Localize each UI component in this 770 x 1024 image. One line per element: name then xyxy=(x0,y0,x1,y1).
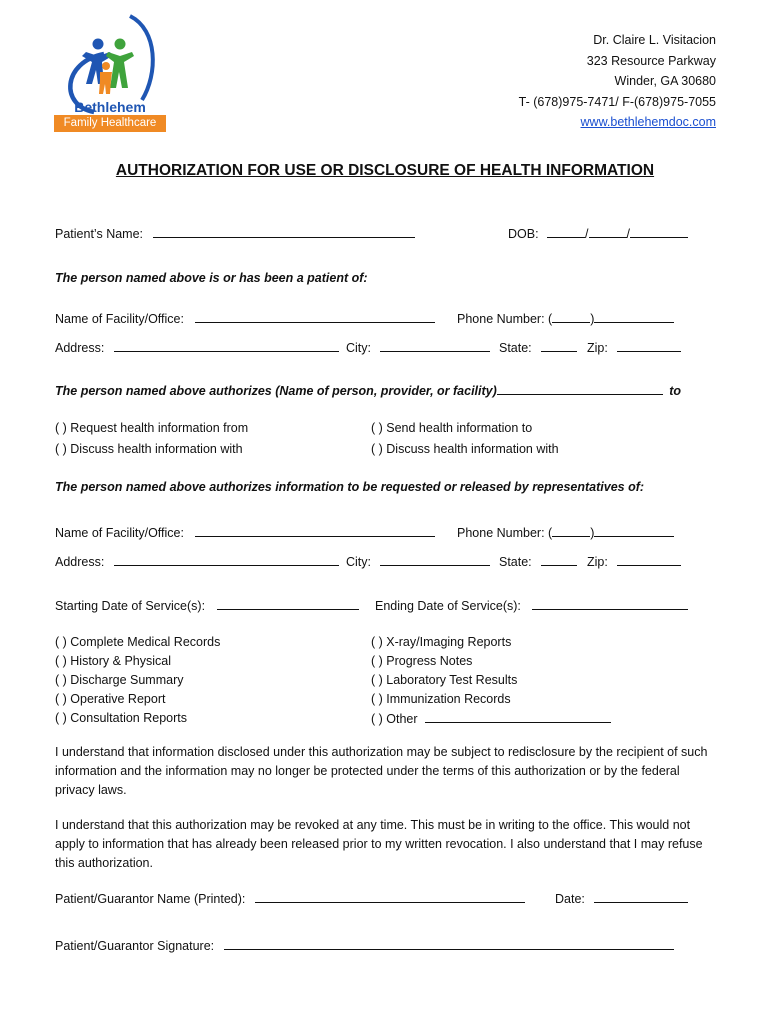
zip-label: Zip: xyxy=(587,341,608,355)
logo-name: Bethlehem xyxy=(74,99,146,115)
state-row-2 xyxy=(499,552,577,569)
zip-row-1 xyxy=(587,338,681,355)
record-consultation-reports[interactable]: ( ) Consultation Reports xyxy=(55,711,188,725)
record-xray-imaging[interactable]: ( ) X-ray/Imaging Reports xyxy=(371,635,512,649)
city-row-2 xyxy=(346,552,490,569)
facility-row-2 xyxy=(55,523,435,540)
signature-label: Patient/Guarantor Signature: xyxy=(55,939,215,953)
record-discharge-summary[interactable]: ( ) Discharge Summary xyxy=(55,673,184,687)
contact-block xyxy=(519,30,716,133)
start-date-row xyxy=(55,596,359,613)
sign-date-label: Date: xyxy=(555,892,585,906)
website-link[interactable]: www.bethlehemdoc.com xyxy=(580,115,716,129)
patient-name-field[interactable] xyxy=(153,224,415,238)
signature-field[interactable] xyxy=(224,936,674,950)
phone-label: Phone Number: xyxy=(457,312,545,326)
option-discuss-with-right[interactable]: ( ) Discuss health information with xyxy=(371,442,559,456)
sign-date-field[interactable] xyxy=(594,889,688,903)
zip-field-2[interactable] xyxy=(617,552,681,566)
redisclosure-paragraph: I understand that information disclosed under this authorization may be subject to redisclosure by the recipient of such information and the information may no longer be protected under the terms of this authorization or by the federal privacy laws. xyxy=(55,745,708,797)
authorize-options-right xyxy=(371,419,559,459)
patient-name-row xyxy=(55,224,415,241)
address-field-2[interactable] xyxy=(114,552,339,566)
record-lab-results[interactable]: ( ) Laboratory Test Results xyxy=(371,673,518,687)
address-row-1 xyxy=(55,338,339,355)
record-operative-report[interactable]: ( ) Operative Report xyxy=(55,692,166,706)
dob-month-field[interactable] xyxy=(547,224,585,238)
facility-row-1 xyxy=(55,309,435,326)
state-row-1 xyxy=(499,338,577,355)
city-field-2[interactable] xyxy=(380,552,490,566)
zip-label-2: Zip: xyxy=(587,555,608,569)
end-date-label: Ending Date of Service(s): xyxy=(375,599,521,613)
option-send-to[interactable]: ( ) Send health information to xyxy=(371,421,533,435)
record-history-physical[interactable]: ( ) History & Physical xyxy=(55,654,171,668)
form-title: AUTHORIZATION FOR USE OR DISCLOSURE OF HEALTH INFORMATION xyxy=(115,162,655,179)
record-other-field[interactable] xyxy=(425,709,611,723)
address-label: Address: xyxy=(55,341,105,355)
logo-tagline: Family Healthcare xyxy=(54,115,166,132)
record-progress-notes[interactable]: ( ) Progress Notes xyxy=(371,654,473,668)
address-label-2: Address: xyxy=(55,555,105,569)
revocation-paragraph: I understand that this authorization may be revoked at any time. This must be in writing to the office. This would not apply to information that has already been released prior to my written revocation. I also understand that I may refuse this authorization. xyxy=(55,818,703,870)
records-right xyxy=(371,633,611,729)
signature-row xyxy=(55,936,674,953)
option-discuss-with-left[interactable]: ( ) Discuss health information with xyxy=(55,442,243,456)
phone-row-2: Phone Number: ( ) xyxy=(457,523,674,540)
facility-label-2: Name of Facility/Office: xyxy=(55,526,184,540)
authorizes-row xyxy=(55,381,681,398)
option-request-from[interactable]: ( ) Request health information from xyxy=(55,421,249,435)
printed-name-field[interactable] xyxy=(255,889,525,903)
record-other-row xyxy=(371,709,611,729)
phone-fax: T- (678)975-7471/ F-(678)975-7055 xyxy=(518,94,716,109)
phone-area-field-2[interactable] xyxy=(552,523,590,537)
state-label-2: State: xyxy=(499,555,532,569)
city-field[interactable] xyxy=(380,338,490,352)
city-label-2: City: xyxy=(346,555,371,569)
printed-name-row xyxy=(55,889,525,906)
state-label: State: xyxy=(499,341,532,355)
printed-name-label: Patient/Guarantor Name (Printed): xyxy=(55,892,246,906)
phone-label-2: Phone Number: xyxy=(457,526,545,540)
dob-row: DOB: / / xyxy=(508,224,688,241)
zip-field[interactable] xyxy=(617,338,681,352)
dob-label: DOB: xyxy=(508,227,539,241)
record-immunization[interactable]: ( ) Immunization Records xyxy=(371,692,511,706)
address-row-2 xyxy=(55,552,339,569)
phone-area-field[interactable] xyxy=(552,309,590,323)
end-date-field[interactable] xyxy=(532,596,688,610)
sign-date-row xyxy=(555,889,688,906)
authorizes-heading: The person named above authorizes (Name of person, provider, or facility) xyxy=(55,384,497,398)
city-label: City: xyxy=(346,341,371,355)
dob-day-field[interactable] xyxy=(589,224,627,238)
doctor-name: Dr. Claire L. Visitacion xyxy=(593,33,716,47)
street-address: 323 Resource Parkway xyxy=(586,53,716,68)
state-field[interactable] xyxy=(541,338,577,352)
authorizes-to: to xyxy=(669,384,682,398)
authorize-options-left xyxy=(55,419,248,459)
city-row-1 xyxy=(346,338,490,355)
phone-number-field[interactable] xyxy=(594,309,674,323)
records-left xyxy=(55,633,220,728)
state-field-2[interactable] xyxy=(541,552,577,566)
end-date-row xyxy=(375,596,688,613)
patient-name-label: Patient’s Name: xyxy=(55,227,144,241)
record-complete-medical[interactable]: ( ) Complete Medical Records xyxy=(55,635,221,649)
zip-row-2 xyxy=(587,552,681,569)
phone-number-field-2[interactable] xyxy=(594,523,674,537)
section1-heading: The person named above is or has been a patient of: xyxy=(55,271,368,285)
facility-field[interactable] xyxy=(195,309,435,323)
facility-label: Name of Facility/Office: xyxy=(55,312,184,326)
facility-field-2[interactable] xyxy=(195,523,435,537)
dob-year-field[interactable] xyxy=(630,224,688,238)
authorized-party-field[interactable] xyxy=(497,381,663,395)
record-other[interactable]: ( ) Other xyxy=(371,712,418,726)
start-date-field[interactable] xyxy=(217,596,359,610)
phone-row-1: Phone Number: ( ) xyxy=(457,309,674,326)
section2-heading: The person named above authorizes information to be requested or released by representatives of: xyxy=(55,480,645,494)
address-field[interactable] xyxy=(114,338,339,352)
start-date-label: Starting Date of Service(s): xyxy=(55,599,206,613)
city-state-zip: Winder, GA 30680 xyxy=(614,74,716,88)
